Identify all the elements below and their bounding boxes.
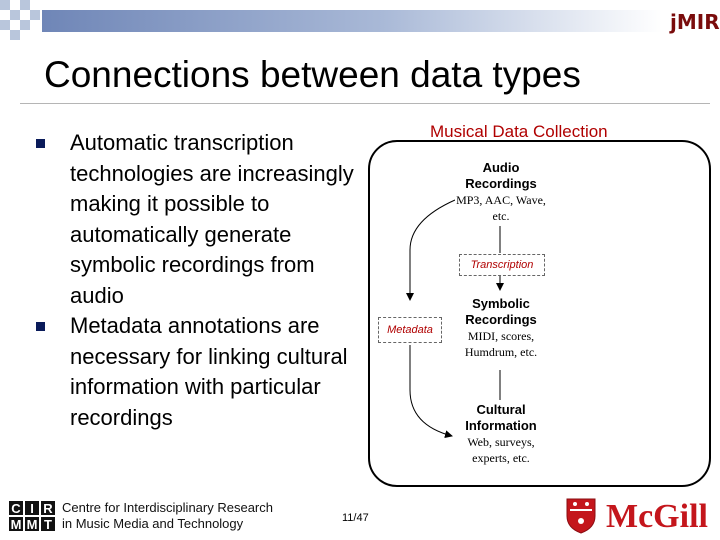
symbolic-heading: Symbolic Recordings: [465, 296, 537, 327]
transcription-box: [459, 254, 545, 276]
collection-title: Musical Data Collection: [430, 122, 608, 141]
audio-heading: Audio Recordings: [465, 160, 537, 191]
metadata-arrow-to-cultural: [410, 345, 452, 436]
cirmmt-logo: [8, 500, 56, 532]
cultural-detail: Web, surveys, experts, etc.: [467, 435, 535, 465]
bullet-text: Metadata annotations are necessary for linking cultural information with particular recordings: [70, 313, 348, 430]
mcgill-logo-text: McGill: [606, 498, 708, 535]
cirmmt-letter: C: [8, 500, 24, 516]
cultural-information-box: [455, 402, 547, 472]
page-number: 11/47: [342, 512, 369, 524]
cultural-heading: Cultural Information: [465, 402, 537, 433]
cirmmt-letter: M: [8, 516, 24, 532]
symbolic-detail: MIDI, scores, Humdrum, etc.: [464, 329, 538, 359]
cirmmt-name: [62, 500, 273, 532]
cirmmt-letter: T: [40, 516, 56, 532]
mcgill-shield-icon: [566, 498, 596, 534]
symbolic-recordings-box: [455, 296, 547, 366]
cirmmt-name-line2: in Music Media and Technology: [62, 516, 244, 531]
cirmmt-letter: I: [24, 500, 40, 516]
metadata-label: Metadata: [387, 324, 433, 336]
audio-recordings-box: [455, 160, 547, 226]
cirmmt-letter: R: [40, 500, 56, 516]
cirmmt-name-line1: Centre for Interdisciplinary Research: [62, 500, 273, 515]
metadata-box: [378, 317, 442, 343]
cirmmt-letter: M: [24, 516, 40, 532]
jmir-logo: jMIR: [670, 10, 720, 34]
audio-detail: MP3, AAC, Wave, etc.: [456, 193, 546, 223]
metadata-arrow-from-audio: [410, 200, 455, 300]
bullet-text: Automatic transcription technologies are increasingly making it possible to automatically generate symbolic recordings from audio: [70, 130, 354, 308]
slide-title: Connections between data types: [44, 54, 581, 95]
transcription-label: Transcription: [470, 259, 534, 271]
